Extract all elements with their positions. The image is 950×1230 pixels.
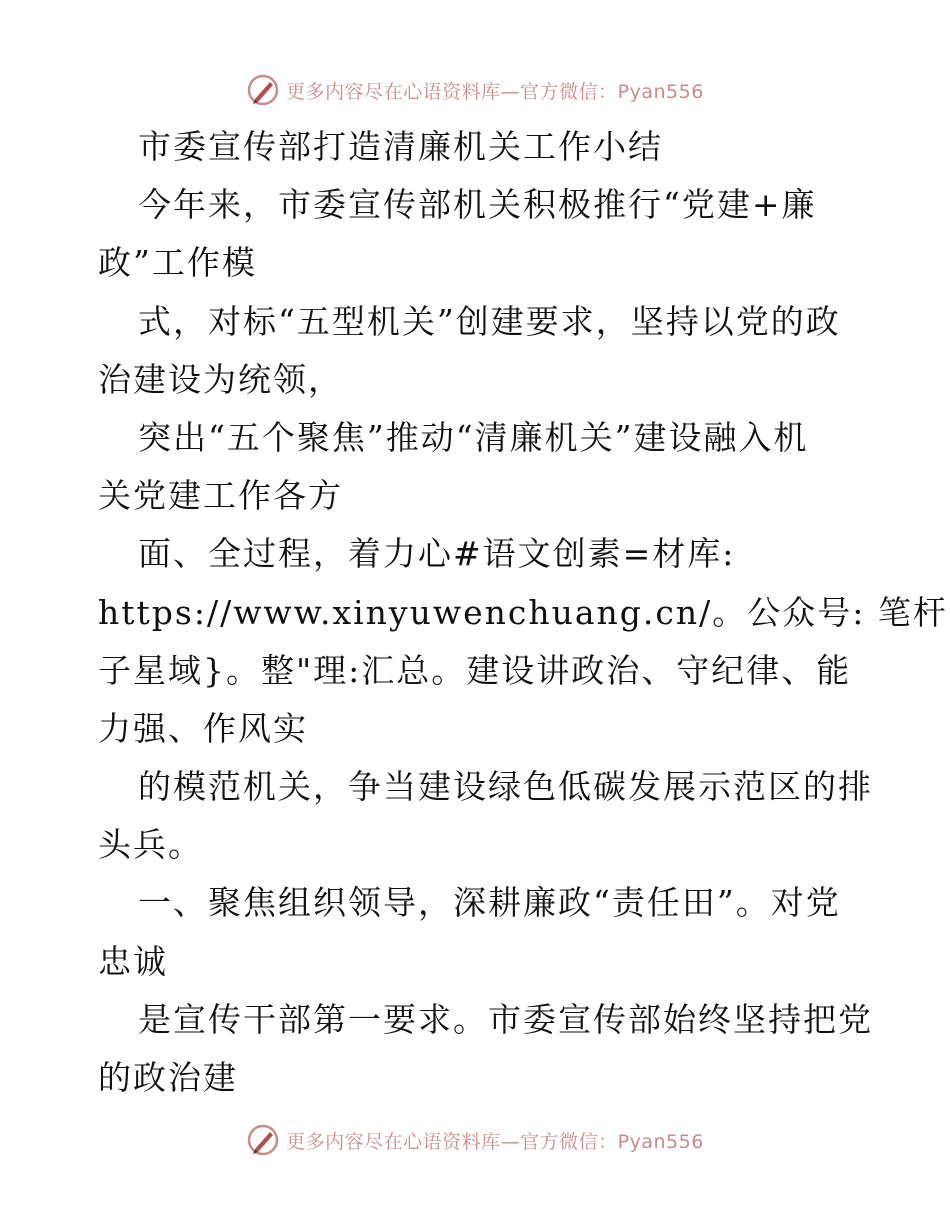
text-line: 的政治建	[98, 1058, 238, 1097]
text-line: 关党建工作各方	[98, 476, 343, 516]
text-line: 面、全过程，着力心#语文创素=材库:	[138, 534, 736, 574]
text-line: 治建设为统领，	[98, 359, 343, 399]
text-line: 今年来，市委宣传部机关积极推行“党建+廉	[138, 185, 817, 225]
watermark-text: 更多内容尽在心语资料库—官方微信：Pyan556	[286, 80, 704, 103]
text-line: 子星域}。整"理:汇总。建设讲政治、守纪律、能	[98, 650, 852, 690]
text-line: 的模范机关，争当建设绿色低碳发展示范区的排	[138, 767, 873, 807]
text-line: 突出“五个聚焦”推动“清廉机关”建设融入机	[138, 417, 809, 457]
text-line: 力强、作风实	[98, 708, 308, 748]
header-watermark-banner	[0, 70, 950, 110]
pen-logo-icon	[246, 1123, 280, 1157]
text-line: 是宣传干部第一要求。市委宣传部始终坚持把党	[138, 999, 873, 1039]
text-line: 忠诚	[98, 941, 168, 981]
pen-logo-icon	[246, 73, 280, 107]
watermark-text: 更多内容尽在心语资料库—官方微信：Pyan556	[286, 1130, 704, 1153]
text-line: 头兵。	[98, 825, 203, 865]
text-line: 一、聚焦组织领导，深耕廉政“责任田”。对党	[138, 883, 841, 923]
document-body	[98, 118, 948, 1107]
text-line: 政”工作模	[98, 243, 257, 283]
text-line: 市委宣传部打造清廉机关工作小结	[138, 127, 663, 166]
text-line: https://www.xinyuwenchuang.cn/。公众号: 笔杆	[98, 592, 948, 632]
footer-watermark-banner	[0, 1120, 950, 1160]
text-line: 式，对标“五型机关”创建要求，坚持以党的政	[138, 301, 841, 341]
